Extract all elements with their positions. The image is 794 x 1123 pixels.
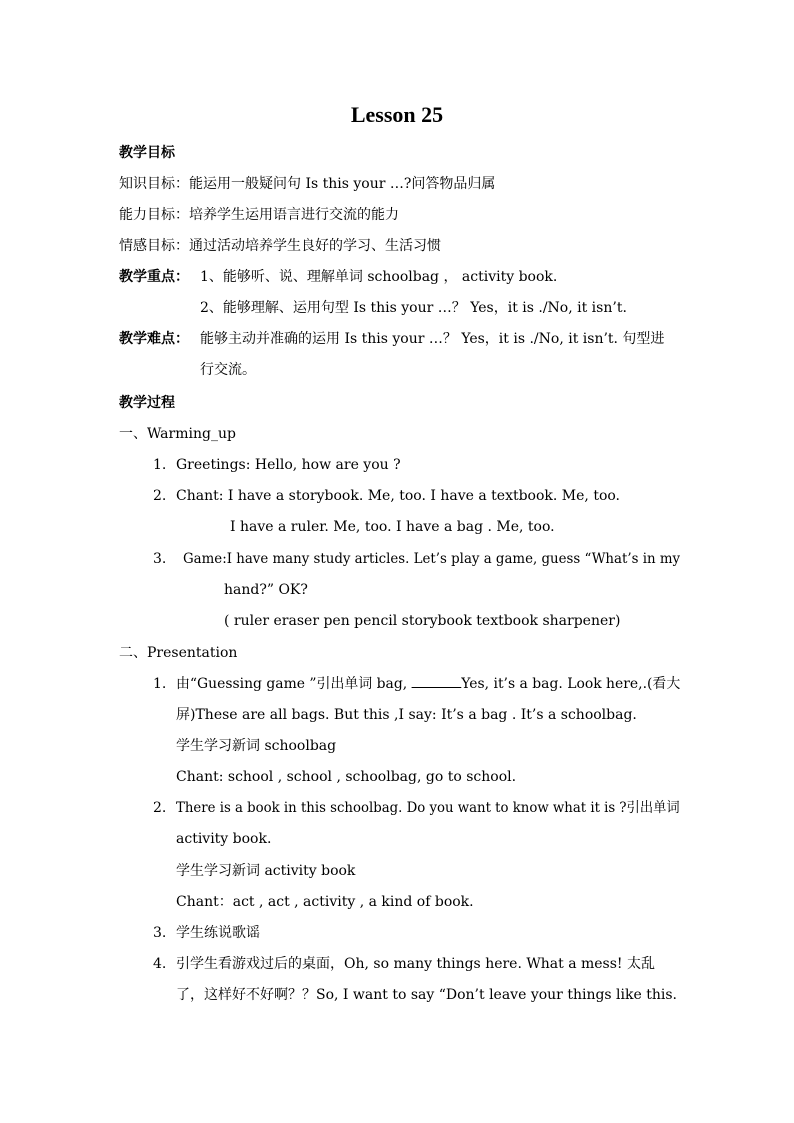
presentation-step-2-line-3: 学生学习新词 activity book [176,863,356,879]
presentation-step-2-chant: Chant：act , act , activity , a kind of book. [176,894,474,910]
list-number: 3. [153,551,167,567]
chant-line-1: Chant: I have a storybook. Me, too. I have a textbook. Me, too. [176,488,621,504]
section-presentation: 二、Presentation [119,645,238,661]
chant-line-2: I have a ruler. Me, too. I have a bag . Me, too. [230,519,555,535]
knowledge-goal: 知识目标：能运用一般疑问句 Is this your …?问答物品归属 [119,176,496,192]
presentation-step-1-line-2: 屏)These are all bags. But this ,I say: It’s a bag . It’s a schoolbag. [176,707,637,723]
greetings-line: Greetings: Hello, how are you ? [176,457,401,473]
step-1-text-b: Yes, it’s a bag. Look here,.(看大 [461,676,681,692]
emotion-goal: 情感目标：通过活动培养学生良好的学习、生活习惯 [119,238,441,254]
game-line-2: hand?” OK? [224,582,308,598]
presentation-step-1-chant: Chant: school , school , schoolbag, go to school. [176,769,517,785]
list-number: 3. [153,925,167,941]
game-word-list: ( ruler eraser pen pencil storybook textbook sharpener) [224,613,621,629]
presentation-step-2-line-1: There is a book in this schoolbag. Do you want to know what it is ?引出单词 [176,800,680,816]
difficult-point-line-2: 行交流。 [200,362,256,378]
presentation-step-2-line-2: activity book. [176,831,272,847]
difficult-points-label: 教学难点： [119,331,189,347]
presentation-step-1-line-1 [176,675,680,693]
list-number: 1. [153,457,167,473]
difficult-point-line-1: 能够主动并准确的运用 Is this your …？ Yes，it is ./No, it isn’t. 句型进 [200,331,665,347]
list-number: 4. [153,956,167,972]
list-number: 1. [153,676,167,692]
presentation-step-4-line-1: 引学生看游戏过后的桌面，Oh, so many things here. What a mess! 太乱 [176,956,656,972]
fill-blank [412,675,462,688]
ability-goal: 能力目标：培养学生运用语言进行交流的能力 [119,207,399,223]
section-warming-up: 一、Warming_up [119,426,236,442]
game-line-1: Game:I have many study articles. Let’s play a game, guess “What’s in my [183,551,681,567]
lesson-title: Lesson 25 [350,102,444,127]
list-number: 2. [153,488,167,504]
presentation-step-1-line-3: 学生学习新词 schoolbag [176,738,337,754]
key-point-2: 2、能够理解、运用句型 Is this your …？ Yes，it is ./No, it isn’t. [200,300,627,316]
objectives-heading: 教学目标 [119,145,175,161]
presentation-step-3: 学生练说歌谣 [176,925,260,941]
step-1-text-a: 由“Guessing game ”引出单词 bag, [176,676,412,692]
key-point-1: 1、能够听、说、理解单词 schoolbag ， activity book. [200,269,558,285]
key-points-label: 教学重点： [119,269,189,285]
presentation-step-4-line-2: 了，这样好不好啊？？So, I want to say “Don’t leave your things like this. [176,987,677,1003]
process-heading: 教学过程 [119,395,175,411]
list-number: 2. [153,800,167,816]
